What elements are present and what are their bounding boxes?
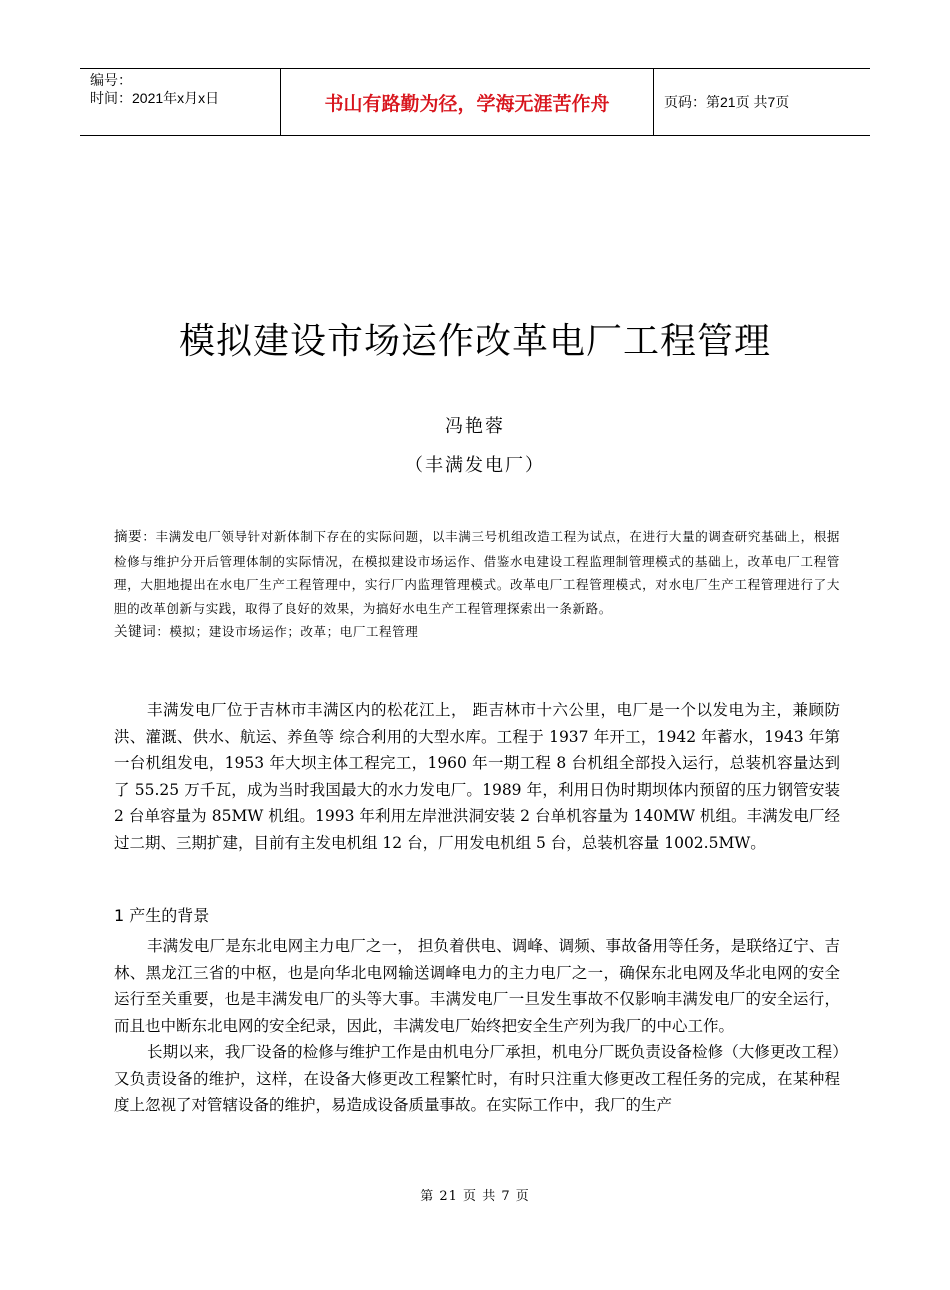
- section-paragraph: 长期以来，我厂设备的检修与维护工作是由机电分厂承担，机电分厂既负责设备检修（大修更改工程）又负责设备的维护，这样，在设备大修更改工程繁忙时，有时只注重大修更改工程任务的完成，在某种程度上忽视了对管辖设备的维护，易造成设备质量事故。在实际工作中，我厂的生产: [114, 1043, 840, 1114]
- page-footer: 第 21 页 共 7 页: [420, 1189, 530, 1204]
- document-title: 模拟建设市场运作改革电厂工程管理: [178, 321, 771, 362]
- section-background: [114, 903, 840, 1119]
- intro-section: [114, 697, 840, 856]
- keywords-line: [114, 620, 840, 645]
- abstract-paragraph: [114, 525, 840, 620]
- section-heading: 1 产生的背景: [114, 906, 210, 925]
- date-label: 时间：2021年x月x日: [90, 90, 220, 106]
- keywords-text: ：模拟；建设市场运作；改革；电厂工程管理: [156, 624, 419, 639]
- abstract-text: ：丰满发电厂领导针对新体制下存在的实际问题，以丰满三号机组改造工程为试点，在进行大量的调查研究基础上，根据检修与维护分开后管理体制的实际情况，在模拟建设市场运作、借鉴水电建设工程监理制管理模式的基础上，改革电厂工程管理，大胆地提出在水电厂生产工程管理中，实行厂内监理管理模式。改革电厂工程管理模式，对水电厂生产工程管理进行了大胆的改革创新与实践，取得了良好的效果，为搞好水电生产工程管理探索出一条新路。: [114, 529, 841, 616]
- header-table: [80, 68, 870, 136]
- abstract-block: [114, 525, 840, 645]
- author-affiliation: （丰满发电厂）: [405, 455, 545, 476]
- header-meta: [80, 69, 281, 135]
- intro-paragraph: 丰满发电厂位于吉林市丰满区内的松花江上， 距吉林市十六公里，电厂是一个以发电为主，兼顾防洪、灌溉、供水、航运、养鱼等 综合利用的大型水库。工程于 1937 年开工，1942 年蓄水，1943 年第一台机组发电，1953 年大坝主体工程完工，1960 年一期工程 8 台机组全部投入运行，总装机容量达到了 55.25 万千瓦，成为当时我国最大的水力发电厂。1989 年，利用日伪时期坝体内预留的压力钢管安装 2 台单容量为 85MW 机组。1993 年利用左岸泄洪洞安装 2 台单机容量为 140MW 机组。丰满发电厂经过二期、三期扩建，目前有主发电机组 12 台，厂用发电机组 5 台，总装机容量 1002.5MW。: [114, 701, 840, 852]
- number-label: 编号：: [90, 72, 132, 88]
- abstract-label: 摘要: [114, 529, 143, 545]
- keywords-label: 关键词: [114, 624, 157, 640]
- author-name: 冯艳蓉: [445, 416, 505, 437]
- header-page-info: 页码：第21页 共7页: [664, 94, 790, 110]
- header-motto: 书山有路勤为径，学海无涯苦作舟: [281, 69, 654, 135]
- section-paragraph: 丰满发电厂是东北电网主力电厂之一， 担负着供电、调峰、调频、事故备用等任务，是联络辽宁、吉林、黑龙江三省的中枢，也是向华北电网输送调峰电力的主力电厂之一，确保东北电网及华北电网的安全运行至关重要，也是丰满发电厂的头等大事。丰满发电厂一旦发生事故不仅影响丰满发电厂的安全运行，而且也中断东北电网的安全纪录，因此，丰满发电厂始终把安全生产列为我厂的中心工作。: [114, 937, 840, 1035]
